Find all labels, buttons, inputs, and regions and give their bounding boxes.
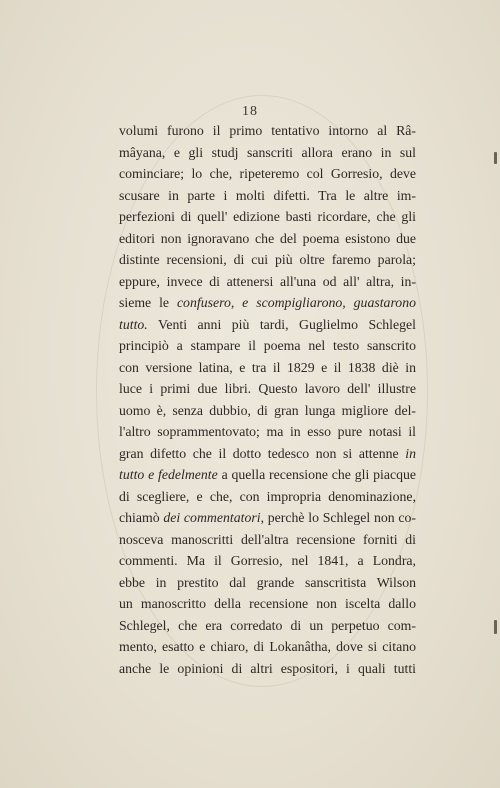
text-segment: Schlegel, che era corredato di un perpetuo com-: [119, 617, 416, 633]
text-segment: a quella recensione che gli piacque: [217, 467, 416, 482]
text-line: [119, 292, 416, 314]
text-segment: di scegliere, e che, con impropria denominazione,: [119, 488, 416, 504]
text-segment: principiò a stampare il poema nel testo sanscrito: [119, 338, 416, 353]
text-line: [119, 271, 416, 293]
page-edge-mark: [494, 620, 497, 634]
text-segment: luce i primi due libri. Questo lavoro dell' illustre: [119, 381, 416, 396]
text-line: [119, 507, 416, 529]
text-segment: l'altro soprammentovato; ma in esso pure notasi il: [119, 424, 416, 439]
text-segment: un manoscritto della recensione non iscelta dallo: [119, 596, 416, 611]
italic-phrase: confusero, e scompigliarono, guastarono: [176, 295, 416, 310]
text-line: [119, 185, 416, 207]
text-line: [119, 249, 416, 271]
text-segment: anche le opinioni di altri espositori, i quali tutti: [119, 660, 416, 676]
text-segment: Venti anni più tardi, Guglielmo Schlegel: [147, 316, 416, 332]
text-line: [119, 464, 416, 486]
text-segment: nosceva manoscritti dell'altra recensione forniti di: [119, 531, 416, 547]
page-number: 18: [242, 104, 258, 119]
text-segment: eppure, invece di attenersi all'una od all' altra, in-: [119, 273, 416, 289]
text-line: [119, 658, 416, 680]
text-line: [119, 443, 416, 465]
text-line: [119, 206, 416, 228]
text-line: [119, 550, 416, 572]
text-segment: con versione latina, e tra il 1829 e il 1838 diè in: [119, 359, 416, 375]
text-segment: editori non ignoravano che del poema esistono due: [119, 230, 416, 246]
text-segment: uomo è, senza dubbio, di gran lunga migliore del-: [119, 402, 416, 418]
text-line: [119, 335, 416, 357]
text-line: [119, 142, 416, 164]
text-line: [119, 163, 416, 185]
italic-phrase: tutto.: [119, 316, 148, 332]
text-line: [119, 593, 416, 615]
italic-phrase: in: [405, 445, 416, 461]
text-line: [119, 120, 416, 142]
text-line: [119, 357, 416, 379]
italic-phrase: tutto e fedelmente: [119, 467, 218, 482]
text-segment: commenti. Ma il Gorresio, nel 1841, a Londra,: [119, 553, 416, 568]
text-segment: mento, esatto e chiaro, di Lokanâtha, dove si citano: [119, 639, 416, 654]
text-line: [119, 314, 416, 336]
text-segment: gran difetto che il dotto tedesco non si attenne: [119, 445, 406, 461]
text-segment: perfezioni di quell' edizione basti ricordare, che gli: [119, 209, 416, 224]
text-line: [119, 572, 416, 594]
text-segment: ebbe in prestito dal grande sanscritista Wilson: [119, 574, 416, 590]
text-segment: distinte recensioni, di cui più oltre faremo parola;: [119, 252, 416, 267]
text-segment: , perchè lo Schlegel non co-: [260, 510, 416, 525]
text-segment: chiamò: [119, 510, 164, 525]
text-line: [119, 636, 416, 658]
text-line: [119, 529, 416, 551]
page-edge-mark: [494, 152, 497, 164]
text-line: [119, 486, 416, 508]
italic-phrase: dei commentatori: [163, 510, 261, 525]
text-line: [119, 400, 416, 422]
text-segment: volumi furono il primo tentativo intorno al Râ-: [119, 123, 416, 138]
body-text: [119, 120, 416, 679]
text-segment: mâyana, e gli studj sanscriti allora erano in sul: [119, 144, 416, 160]
text-line: [119, 378, 416, 400]
text-segment: sieme le: [119, 295, 177, 310]
text-line: [119, 228, 416, 250]
text-line: [119, 421, 416, 443]
text-line: [119, 615, 416, 637]
text-segment: scusare in parte i molti difetti. Tra le altre im-: [119, 187, 416, 203]
text-segment: cominciare; lo che, ripeteremo col Gorresio, deve: [119, 166, 416, 181]
